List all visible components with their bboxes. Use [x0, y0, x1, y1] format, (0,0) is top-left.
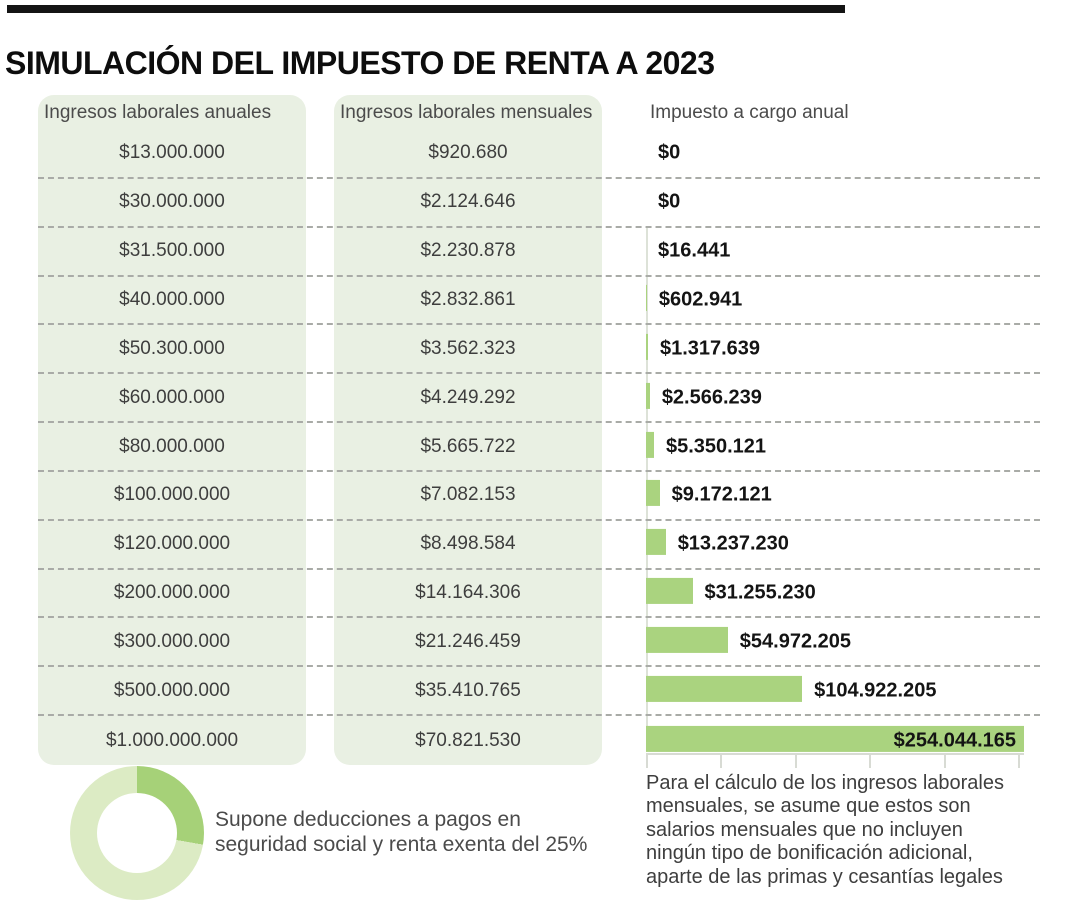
tax-bar: [646, 578, 693, 604]
annual-income-cell: $1.000.000.000: [105, 729, 239, 751]
tax-simulation-table: [0, 95, 1080, 773]
tax-value-label: $254.044.165: [893, 729, 1016, 752]
footnote-calculation-line: salarios mensuales que no incluyen: [646, 818, 963, 841]
axis-tick: [795, 755, 797, 768]
tax-value-label: $9.172.121: [671, 483, 772, 506]
annual-income-cell: $80.000.000: [119, 435, 225, 457]
table-row: [38, 619, 1040, 668]
tax-value-label: $104.922.205: [814, 679, 937, 702]
annual-income-cell: $30.000.000: [119, 191, 225, 213]
monthly-income-cell: $5.665.722: [420, 435, 516, 457]
top-rule-bar: [7, 5, 845, 13]
tax-value-label: $54.972.205: [739, 630, 852, 653]
tax-bar: [646, 334, 648, 360]
table-row: [38, 130, 1040, 179]
table-row: [38, 716, 1040, 765]
monthly-income-cell: $4.249.292: [420, 386, 516, 408]
table-row: [38, 667, 1040, 716]
axis-tick: [869, 755, 871, 768]
tax-bar: [646, 529, 666, 555]
tax-value-label: $602.941: [658, 288, 743, 311]
tax-value-label: $0: [658, 141, 681, 164]
footnote-deductions-line: seguridad social y renta exenta del 25%: [215, 832, 588, 856]
table-row: [38, 570, 1040, 619]
table-row: [38, 423, 1040, 472]
tax-value-label: $1.317.639: [659, 337, 761, 360]
monthly-income-cell: $21.246.459: [415, 630, 521, 652]
annual-income-cell: $500.000.000: [113, 679, 231, 701]
table-row: [38, 374, 1040, 423]
column-header-tax: Impuesto a cargo anual: [650, 102, 849, 123]
annual-income-cell: $31.500.000: [119, 240, 225, 262]
annual-income-cell: $300.000.000: [113, 630, 231, 652]
table-rows: [0, 95, 1080, 773]
tax-bar: [646, 676, 802, 702]
annual-income-cell: $40.000.000: [119, 288, 225, 310]
monthly-income-cell: $2.124.646: [420, 191, 516, 213]
monthly-income-cell: $920.680: [428, 142, 508, 164]
table-row: [38, 521, 1040, 570]
tax-bar: [646, 383, 650, 409]
table-row: [38, 179, 1040, 228]
tax-value-label: $0: [658, 190, 681, 213]
tax-value-label: $16.441: [658, 239, 731, 262]
axis-tick: [720, 755, 722, 768]
page-title: SIMULACIÓN DEL IMPUESTO DE RENTA A 2023: [5, 45, 715, 82]
annual-income-cell: $200.000.000: [113, 582, 231, 604]
tax-value-label: $5.350.121: [665, 435, 767, 458]
column-header-monthly: Ingresos laborales mensuales: [340, 102, 593, 123]
tax-bar: [646, 285, 647, 311]
footnote-deductions-line: Supone deducciones a pagos en: [215, 808, 521, 831]
monthly-income-cell: $35.410.765: [415, 679, 521, 701]
footnote-calculation: [646, 772, 1046, 889]
footnote-deductions: [215, 808, 635, 858]
tax-value-label: $31.255.230: [704, 581, 816, 604]
tax-bar: [646, 431, 654, 457]
donut-icon: [70, 766, 204, 900]
axis-tick: [944, 755, 946, 768]
tax-value-label: $2.566.239: [661, 386, 762, 409]
footnote-calculation-line: mensuales, se asume que estos son: [646, 795, 971, 818]
tax-bar: [646, 627, 728, 653]
annual-income-cell: $13.000.000: [119, 142, 225, 164]
monthly-income-cell: $7.082.153: [420, 484, 516, 506]
chart-x-axis: [646, 753, 1024, 755]
footnote-calculation-line: aparte de las primas y cesantías legales: [646, 865, 1003, 888]
annual-income-cell: $60.000.000: [119, 386, 225, 408]
axis-tick: [646, 755, 648, 768]
monthly-income-cell: $14.164.306: [415, 582, 521, 604]
column-header-annual: Ingresos laborales anuales: [44, 102, 272, 123]
annual-income-cell: $100.000.000: [113, 484, 231, 506]
tax-value-label: $13.237.230: [677, 532, 789, 555]
monthly-income-cell: $8.498.584: [420, 533, 516, 555]
table-row: [38, 277, 1040, 326]
monthly-income-cell: $3.562.323: [420, 337, 516, 359]
footnote-calculation-line: Para el cálculo de los ingresos laborales: [646, 772, 1004, 794]
monthly-income-cell: $2.832.861: [420, 288, 516, 310]
annual-income-cell: $50.300.000: [119, 337, 225, 359]
table-row: [38, 472, 1040, 521]
monthly-income-cell: $2.230.878: [420, 240, 516, 262]
table-row: [38, 228, 1040, 277]
tax-bar: [646, 480, 660, 506]
axis-tick: [1018, 755, 1020, 768]
annual-income-cell: $120.000.000: [113, 533, 231, 555]
footnote-calculation-line: ningún tipo de bonificación adicional,: [646, 842, 973, 865]
table-row: [38, 325, 1040, 374]
monthly-income-cell: $70.821.530: [415, 729, 521, 751]
